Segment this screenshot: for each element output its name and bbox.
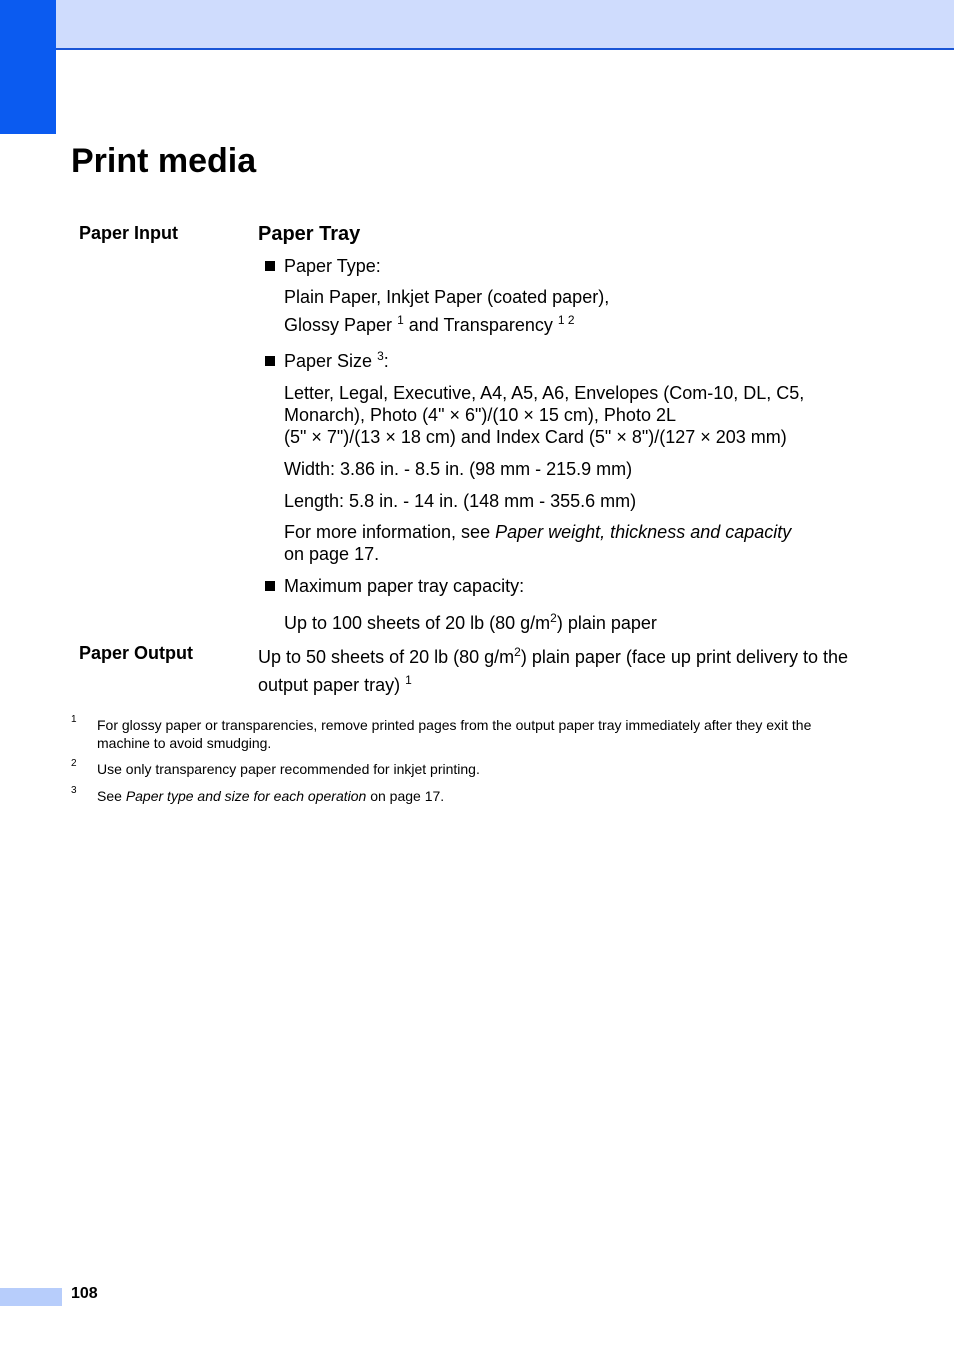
footnote-text-part: on page 17. bbox=[370, 788, 445, 804]
paper-type-label: Paper Type: bbox=[284, 256, 381, 276]
more-info-page: on page 17. bbox=[284, 544, 380, 564]
capacity-item bbox=[265, 575, 524, 597]
paper-type-values bbox=[284, 286, 864, 336]
paper-type-line: Plain Paper, Inkjet Paper (coated paper), bbox=[284, 287, 610, 307]
paper-size-line: Letter, Legal, Executive, A4, A5, A6, Envelopes (Com-10, DL, C5, bbox=[284, 383, 805, 403]
more-info-text: For more information, see bbox=[284, 522, 491, 542]
paper-output-value bbox=[258, 646, 868, 696]
glossy-text: Glossy Paper bbox=[284, 315, 393, 335]
paper-type-item bbox=[265, 255, 381, 277]
capacity-text: Up to 100 sheets of 20 lb (80 g/m bbox=[284, 613, 551, 633]
footnote-text bbox=[97, 787, 867, 805]
page-title: Print media bbox=[71, 142, 257, 180]
paper-size-label: Paper Size bbox=[284, 351, 373, 371]
footnote-text-part: See bbox=[97, 788, 122, 804]
paper-input-label: Paper Input bbox=[79, 223, 179, 243]
footer-bar bbox=[0, 1288, 62, 1306]
capacity-label: Maximum paper tray capacity: bbox=[284, 576, 525, 596]
paper-size-line: (5" × 7")/(13 × 18 cm) and Index Card (5" × 8")/(127 × 203 mm) bbox=[284, 427, 787, 447]
footnote-2 bbox=[71, 760, 871, 780]
cross-reference-link: Paper type and size for each operation bbox=[125, 788, 367, 804]
paper-size-line: Monarch), Photo (4" × 6")/(10 × 15 cm), Photo 2L bbox=[284, 405, 676, 425]
output-text: ) plain paper (face up print delivery to the bbox=[520, 647, 849, 667]
footnote-3 bbox=[71, 787, 871, 807]
footnote-number: 1 bbox=[71, 714, 77, 725]
bullet-square-icon bbox=[265, 356, 275, 366]
paper-length: Length: 5.8 in. - 14 in. (148 mm - 355.6 mm) bbox=[284, 491, 637, 511]
footnote-ref: 1 bbox=[405, 673, 412, 687]
cross-reference-link: Paper weight, thickness and capacity bbox=[495, 522, 792, 542]
footnote-number: 2 bbox=[71, 758, 77, 769]
output-text: output paper tray) bbox=[258, 675, 401, 695]
header-band bbox=[56, 0, 954, 50]
footnote-text: For glossy paper or transparencies, remove printed pages from the output paper tray immediately after they exit the bbox=[97, 717, 812, 733]
paper-tray-heading: Paper Tray bbox=[258, 223, 361, 245]
footnote-1 bbox=[71, 716, 871, 756]
superscript: 2 bbox=[514, 645, 521, 659]
paper-width: Width: 3.86 in. - 8.5 in. (98 mm - 215.9 mm) bbox=[284, 459, 633, 479]
colon: : bbox=[383, 351, 389, 371]
bullet-square-icon bbox=[265, 581, 275, 591]
footnote-ref: 1 bbox=[397, 313, 404, 327]
output-text: Up to 50 sheets of 20 lb (80 g/m bbox=[258, 647, 515, 667]
capacity-value bbox=[284, 612, 864, 634]
footnote-ref: 1 2 bbox=[557, 313, 575, 327]
superscript: 2 bbox=[550, 611, 557, 625]
paper-type-line bbox=[284, 314, 864, 336]
paper-size-item bbox=[265, 350, 389, 372]
chapter-tab bbox=[0, 0, 56, 134]
footnote-text: machine to avoid smudging. bbox=[97, 735, 272, 751]
paper-size-values bbox=[284, 382, 864, 448]
page-number: 108 bbox=[71, 1285, 98, 1302]
paper-output-label: Paper Output bbox=[79, 643, 194, 663]
more-info-note bbox=[284, 521, 864, 565]
bullet-square-icon bbox=[265, 261, 275, 271]
footnote-number: 3 bbox=[71, 785, 77, 796]
footnote-text: Use only transparency paper recommended for inkjet printing. bbox=[97, 761, 480, 777]
transparency-text: and Transparency bbox=[408, 315, 553, 335]
capacity-text: ) plain paper bbox=[556, 613, 657, 633]
footnote-ref: 3 bbox=[377, 349, 384, 363]
